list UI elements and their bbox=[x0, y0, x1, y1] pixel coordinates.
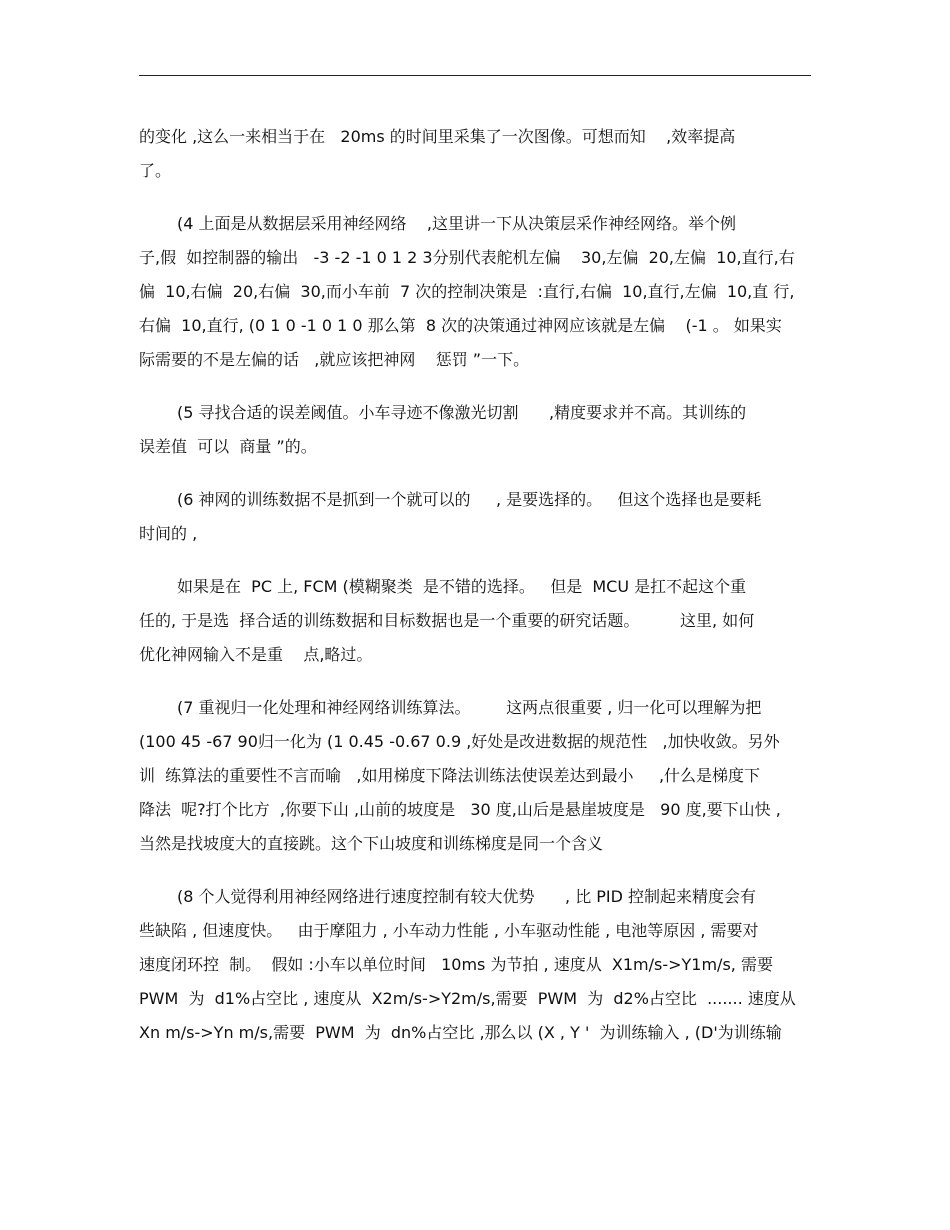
text-line: (4 上面是从数据层采用神经网络 ,这里讲一下从决策层采作神经网络。举个例 bbox=[177, 214, 736, 233]
text-line: 训 练算法的重要性不言而喻 ,如用梯度下降法训练法使误差达到最小 ,什么是梯度下 bbox=[139, 766, 761, 785]
text-line: (100 45 -67 90归一化为 (1 0.45 -0.67 0.9 ,好处是改进数据的规范性 ,加快收敛。另外 bbox=[139, 732, 780, 751]
paragraph bbox=[139, 570, 811, 672]
text-line: Xn m/s->Yn m/s,需要 PWM 为 dn%占空比 ,那么以 (X , Y ' 为训练输入 , (D'为训练输 bbox=[139, 1023, 782, 1042]
text-line: 右偏 10,直行, (0 1 0 -1 0 1 0 那么第 8 次的决策通过神网应该就是左偏 (-1 。 如果实 bbox=[139, 316, 782, 335]
paragraph bbox=[139, 483, 811, 551]
header-rule bbox=[139, 75, 811, 76]
paragraph bbox=[139, 880, 811, 1050]
text-line: 偏 10,右偏 20,右偏 30,而小车前 7 次的控制决策是 :直行,右偏 10,直行,左偏 10,直 行, bbox=[139, 282, 795, 301]
text-line: 时间的 , bbox=[139, 524, 198, 543]
text-line: (5 寻找合适的误差阈值。小车寻迹不像激光切割 ,精度要求并不高。其训练的 bbox=[177, 403, 747, 422]
paragraph bbox=[139, 207, 811, 377]
paragraph-gap bbox=[139, 551, 811, 570]
text-line: 当然是找坡度大的直接跳。这个下山坡度和训练梯度是同一个含义 bbox=[139, 834, 604, 853]
paragraph-gap bbox=[139, 188, 811, 207]
text-line: 速度闭环控 制。 假如 :小车以单位时间 10ms 为节拍 , 速度从 X1m/s->Y1m/s, 需要 bbox=[139, 955, 773, 974]
text-line: 降法 呢?打个比方 ,你要下山 ,山前的坡度是 30 度,山后是悬崖坡度是 90 度,要下山快 , bbox=[139, 800, 781, 819]
paragraph-gap bbox=[139, 464, 811, 483]
body-text bbox=[139, 120, 811, 1050]
text-line: 的变化 ,这么一来相当于在 20ms 的时间里采集了一次图像。可想而知 ,效率提高 bbox=[139, 127, 736, 146]
text-line: 误差值 可以 商量 ”的。 bbox=[139, 437, 317, 456]
text-line: 子,假 如控制器的输出 -3 -2 -1 0 1 2 3分别代表舵机左偏 30,左偏 20,左偏 10,直行,右 bbox=[139, 248, 795, 267]
text-line: 如果是在 PC 上, FCM (模糊聚类 是不错的选择。 但是 MCU 是扛不起这个重 bbox=[177, 577, 747, 596]
paragraph bbox=[139, 120, 811, 188]
paragraph-gap bbox=[139, 861, 811, 880]
text-line: PWM 为 d1%占空比 , 速度从 X2m/s->Y2m/s,需要 PWM 为 d2%占空比 ....... 速度从 bbox=[139, 989, 796, 1008]
text-line: 些缺陷 , 但速度快。 由于摩阻力 , 小车动力性能 , 小车驱动性能 , 电池等原因 , 需要对 bbox=[139, 921, 759, 940]
text-line: 任的, 于是选 择合适的训练数据和目标数据也是一个重要的研究话题。 这里, 如何 bbox=[139, 611, 755, 630]
paragraph-gap bbox=[139, 377, 811, 396]
text-line: (6 神网的训练数据不是抓到一个就可以的 , 是要选择的。 但这个选择也是要耗 bbox=[177, 490, 762, 509]
text-line: (8 个人觉得利用神经网络进行速度控制有较大优势 , 比 PID 控制起来精度会有 bbox=[177, 887, 757, 906]
text-line: (7 重视归一化处理和神经网络训练算法。 这两点很重要 , 归一化可以理解为把 bbox=[177, 698, 762, 717]
text-line: 优化神网输入不是重 点,略过。 bbox=[139, 645, 373, 664]
paragraph-gap bbox=[139, 672, 811, 691]
text-line: 际需要的不是左偏的话 ,就应该把神网 惩罚 ”一下。 bbox=[139, 350, 530, 369]
paragraph bbox=[139, 691, 811, 861]
paragraph bbox=[139, 396, 811, 464]
text-line: 了。 bbox=[139, 161, 172, 180]
